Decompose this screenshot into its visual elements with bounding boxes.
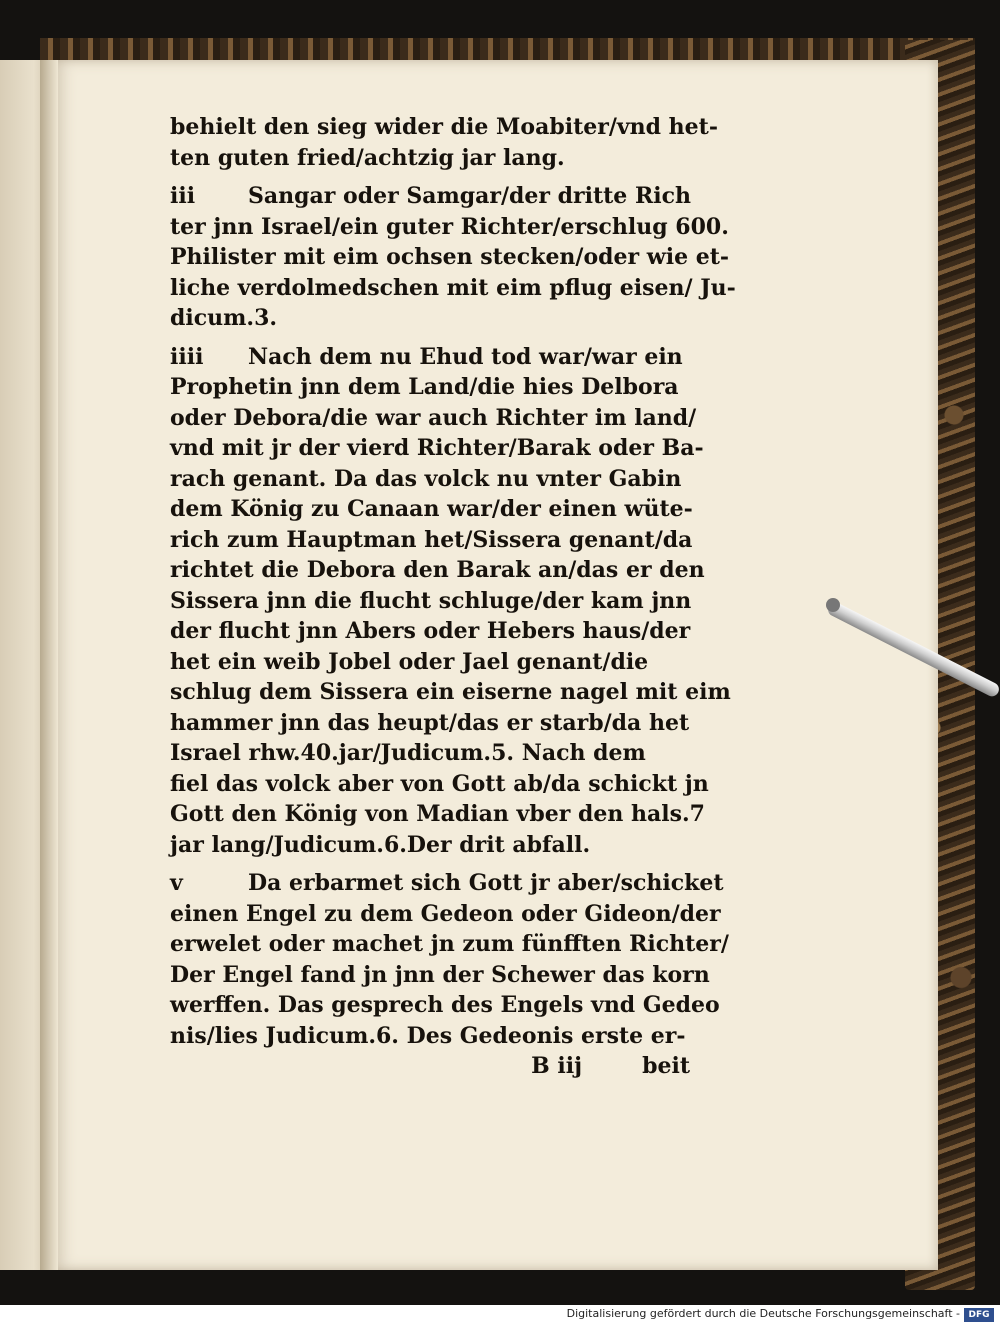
text-line-with-marker <box>170 181 690 212</box>
text-line: schlug dem Sissera ein eiserne nagel mit eim <box>170 679 731 705</box>
text-line: fiel das volck aber von Gott ab/da schickt jn <box>170 770 709 797</box>
digitization-footer <box>0 1305 1000 1325</box>
page-footer-line <box>170 1053 690 1079</box>
text-line: nis/lies Judicum.6. Des Gedeonis erste er- <box>170 1022 686 1049</box>
text-line: jar lang/Judicum.6.Der drit abfall. <box>170 831 591 858</box>
paragraph <box>170 112 718 173</box>
page-gutter <box>40 60 58 1270</box>
text-line: dem König zu Canaan war/der einen wüte- <box>170 496 693 522</box>
footer-credit-text: Digitalisierung gefördert durch die Deutsche Forschungsgemeinschaft - <box>566 1307 960 1320</box>
text-line: einen Engel zu dem Gedeon oder Gideon/der <box>170 900 721 927</box>
text-line: ten guten fried/achtzig jar lang. <box>170 144 565 171</box>
text-line: Sissera jnn die flucht schluge/der kam jnn <box>170 587 692 614</box>
section-marker: iii <box>170 183 196 209</box>
paragraph <box>170 342 731 861</box>
text-line-with-marker <box>170 868 724 899</box>
text-line: Sangar oder Samgar/der dritte Rich <box>248 183 691 209</box>
text-line: Israel rhw.40.jar/Judicum.5. Nach dem <box>170 740 646 766</box>
text-line: richtet die Debora den Barak an/das er den <box>170 557 705 583</box>
paragraph <box>170 868 729 1051</box>
text-line: werffen. Das gesprech des Engels vnd Gedeo <box>170 992 720 1018</box>
text-line: hammer jnn das heupt/das er starb/da het <box>170 709 690 736</box>
text-line: Da erbarmet sich Gott jr aber/schicket <box>248 870 724 896</box>
text-line: der flucht jnn Abers oder Hebers haus/der <box>170 618 691 644</box>
pen-tip <box>826 598 840 612</box>
text-line-with-marker <box>170 342 690 373</box>
text-line: Der Engel fand jn jnn der Schewer das korn <box>170 961 710 988</box>
catchword: beit <box>642 1053 690 1079</box>
text-line: het ein weib Jobel oder Jael genant/die <box>170 648 649 675</box>
text-line: erwelet oder machet jn zum fünfften Richter/ <box>170 931 729 957</box>
text-line: liche verdolmedschen mit eim pflug eisen/ Ju- <box>170 274 736 301</box>
section-marker: iiii <box>170 343 204 370</box>
signature-mark: B iij <box>531 1053 583 1079</box>
text-line: Prophetin jnn dem Land/die hies Delbora <box>170 374 679 400</box>
section-marker: v <box>170 870 183 896</box>
text-line: vnd mit jr der vierd Richter/Barak oder Ba- <box>170 435 704 461</box>
page-text <box>170 112 736 1079</box>
text-line: ter jnn Israel/ein guter Richter/erschlug 600. <box>170 213 729 240</box>
text-line: behielt den sieg wider die Moabiter/vnd het- <box>170 114 718 140</box>
text-line: rach genant. Da das volck nu vnter Gabin <box>170 465 682 492</box>
text-line: rich zum Hauptman het/Sissera genant/da <box>170 526 693 553</box>
text-line: Gott den König von Madian vber den hals.7 <box>170 801 705 827</box>
text-line: Nach dem nu Ehud tod war/war ein <box>248 343 683 370</box>
text-line: Philister mit eim ochsen stecken/oder wie et- <box>170 244 730 270</box>
paragraph <box>170 181 736 334</box>
dfg-logo-icon: DFG <box>964 1308 994 1322</box>
text-line: oder Debora/die war auch Richter im land/ <box>170 404 697 431</box>
text-line: dicum.3. <box>170 305 278 331</box>
